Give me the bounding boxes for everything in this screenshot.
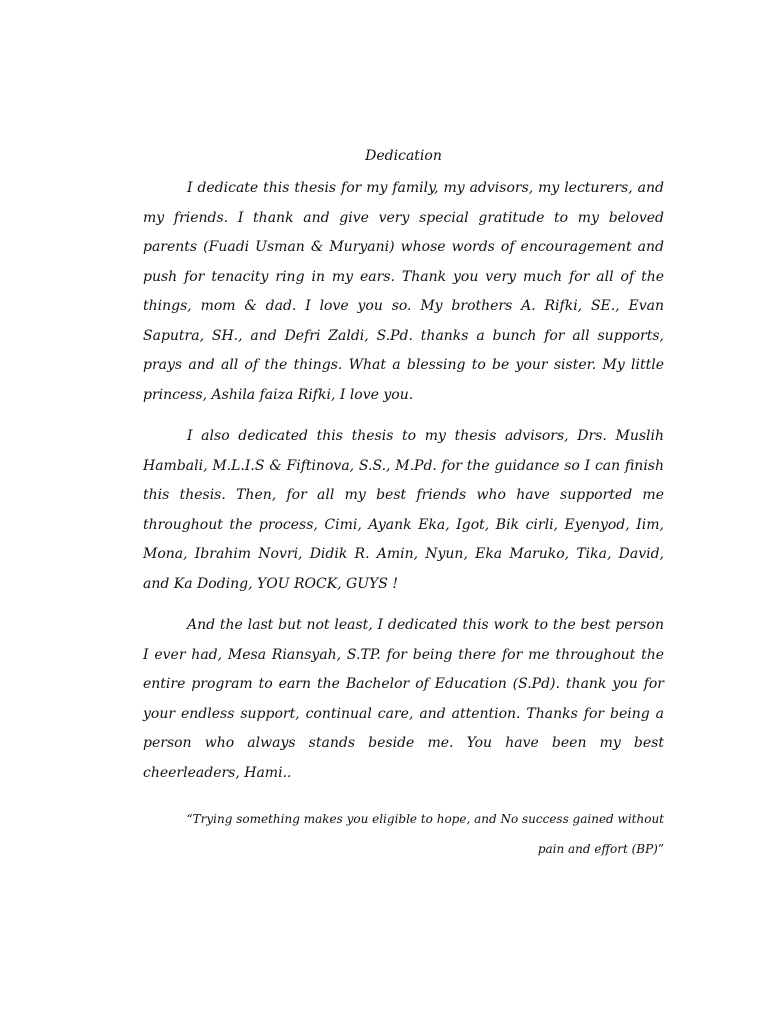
quote-line-2: pain and effort (BP)” [537, 842, 664, 856]
closing-quote [143, 804, 664, 864]
page-title: Dedication [365, 148, 442, 164]
paragraph-partner: And the last but not least, I dedicated this work to the best person I ever had, Mesa Riansyah, S.TP. for being there for me throughout the entire program to earn the Bachelor of Education (S.Pd). thank you for your endless support, continual care, and attention. Thanks for being a person who always stands beside me. You have been my best cheerleaders, Hami.. [143, 617, 664, 781]
paragraph-family: I dedicate this thesis for my family, my advisors, my lecturers, and my friends. I thank and give very special gratitude to my beloved parents (Fuadi Usman & Muryani) whose words of encouragement and push for tenacity ring in my ears. Thank you very much for all of the things, mom & dad. I love you so. My brothers A. Rifki, SE., Evan Saputra, SH., and Defri Zaldi, S.Pd. thanks a bunch for all supports, prays and all of the things. What a blessing to be your sister. My little princess, Ashila faiza Rifki, I love you. [143, 180, 664, 403]
quote-line-1: “Trying something makes you eligible to hope, and No success gained without [186, 812, 664, 826]
dedication-section [143, 144, 664, 864]
paragraph-advisors-friends: I also dedicated this thesis to my thesis advisors, Drs. Muslih Hambali, M.L.I.S & Fiftinova, S.S., M.Pd. for the guidance so I can finish this thesis. Then, for all my best friends who have supported me throughout the process, Cimi, Ayank Eka, Igot, Bik cirli, Eyenyod, Iim, Mona, Ibrahim Novri, Didik R. Amin, Nyun, Eka Maruko, Tika, David, and Ka Doding, YOU ROCK, GUYS ! [143, 428, 664, 592]
